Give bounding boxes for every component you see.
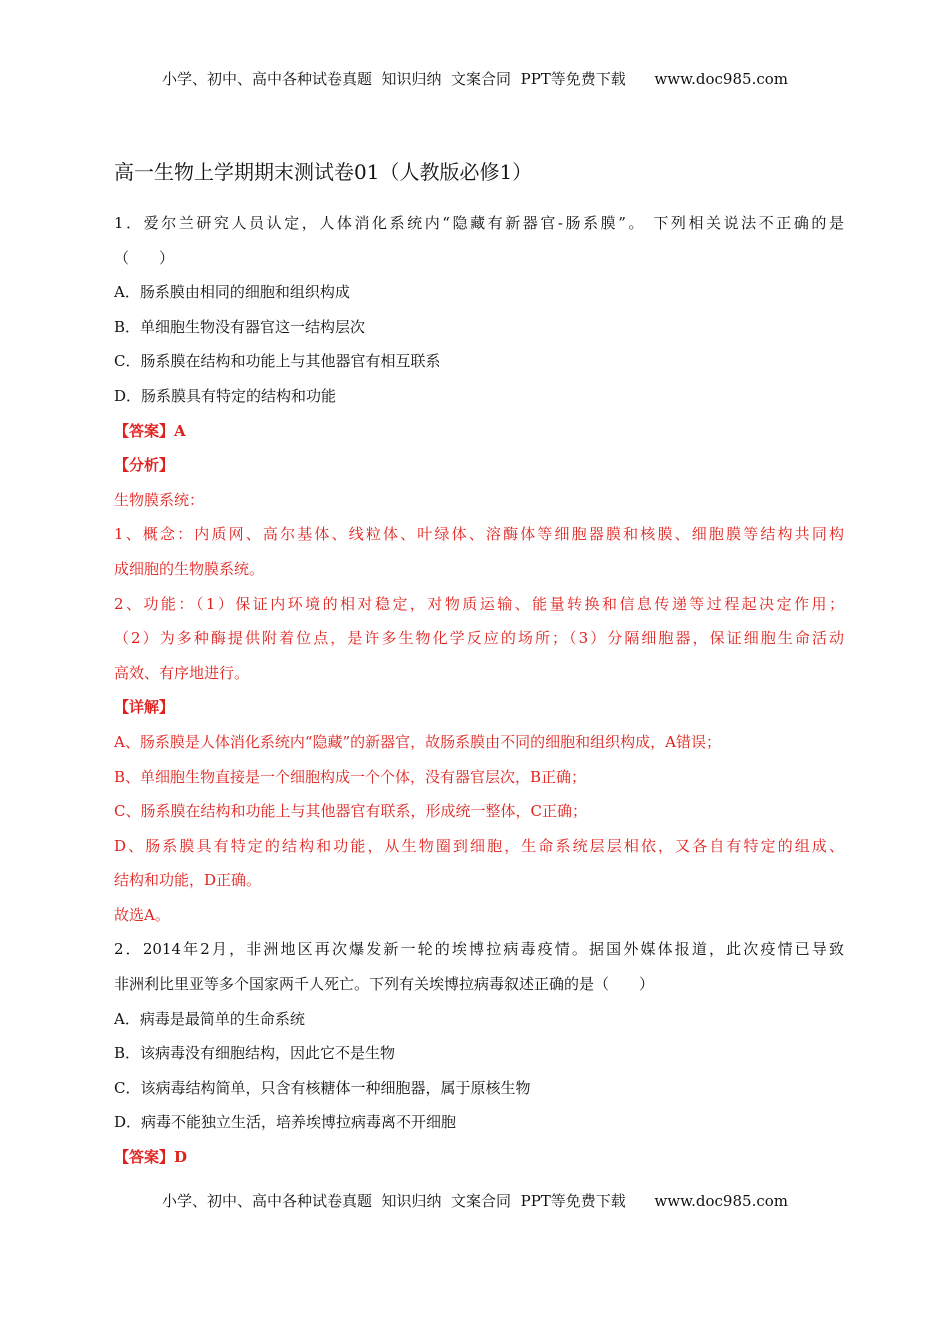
q1-detail-line-5: 结构和功能，D正确。 <box>114 871 262 890</box>
q2-answer: 【答案】D <box>114 1148 188 1167</box>
q1-detail-line-2: B、单细胞生物直接是一个细胞构成一个个体，没有器官层次，B正确； <box>114 767 587 786</box>
q1-option-c: C．肠系膜在结构和功能上与其他器官有相互联系 <box>114 352 441 371</box>
q1-option-a: A．肠系膜由相同的细胞和组织构成 <box>114 283 350 302</box>
q1-analysis-line-6: 高效、有序地进行。 <box>114 663 250 682</box>
q1-stem-line-1: 1．爱尔兰研究人员认定，人体消化系统内“隐藏有新器官-肠系膜”。 下列相关说法不正确的是 <box>114 214 844 232</box>
q1-analysis-line-3: 成细胞的生物膜系统。 <box>114 559 265 578</box>
q2-option-a: A．病毒是最简单的生命系统 <box>114 1009 305 1028</box>
q1-conclusion: 故选A。 <box>114 905 170 924</box>
document-title: 高一生物上学期期末测试卷01（人教版必修1） <box>114 160 533 184</box>
q1-detail-line-4: D、肠系膜具有特定的结构和功能，从生物圈到细胞，生命系统层层相依，又各自有特定的组成、 <box>114 836 844 855</box>
q1-detail-line-3: C、肠系膜在结构和功能上与其他器官有联系，形成统一整体，C正确； <box>114 802 587 821</box>
q1-option-b: B．单细胞生物没有器官这一结构层次 <box>114 317 366 336</box>
q1-analysis-line-2: 1、概念：内质网、高尔基体、线粒体、叶绿体、溶酶体等细胞器膜和核膜、细胞膜等结构共同构 <box>114 525 844 544</box>
q1-option-d: D．肠系膜具有特定的结构和功能 <box>114 386 337 405</box>
q1-analysis-line-4: 2、功能：（1）保证内环境的相对稳定，对物质运输、能量转换和信息传递等过程起决定作用； <box>114 594 844 613</box>
q1-detail-line-1: A、肠系膜是人体消化系统内“隐藏”的新器官，故肠系膜由不同的细胞和组织构成，A错误； <box>114 732 722 751</box>
page-header: 小学、初中、高中各种试卷真题 知识归纳 文案合同 PPT等免费下载 www.doc985.com <box>161 70 788 88</box>
q1-analysis-label: 【分析】 <box>114 456 175 475</box>
q2-option-d: D．病毒不能独立生活，培养埃博拉病毒离不开细胞 <box>114 1113 457 1132</box>
q1-answer: 【答案】A <box>114 421 186 440</box>
q2-stem-line-2: 非洲利比里亚等多个国家两千人死亡。下列有关埃博拉病毒叙述正确的是（ ） <box>114 975 655 994</box>
q1-analysis-line-5: （2）为多种酶提供附着位点，是许多生物化学反应的场所；（3）分隔细胞器，保证细胞生命活动 <box>114 629 844 648</box>
page-footer: 小学、初中、高中各种试卷真题 知识归纳 文案合同 PPT等免费下载 www.doc985.com <box>161 1192 788 1210</box>
q1-stem-line-2: （ ） <box>114 248 175 267</box>
q1-detail-label: 【详解】 <box>114 698 175 717</box>
q1-analysis-line-1: 生物膜系统： <box>114 490 205 509</box>
q2-option-b: B．该病毒没有细胞结构，因此它不是生物 <box>114 1044 396 1063</box>
q2-stem-line-1: 2．2014年2月，非洲地区再次爆发新一轮的埃博拉病毒疫情。据国外媒体报道，此次疫情已导致 <box>114 940 844 959</box>
q2-option-c: C．该病毒结构简单，只含有核糖体一种细胞器，属于原核生物 <box>114 1078 531 1097</box>
document-body <box>114 206 844 1175</box>
